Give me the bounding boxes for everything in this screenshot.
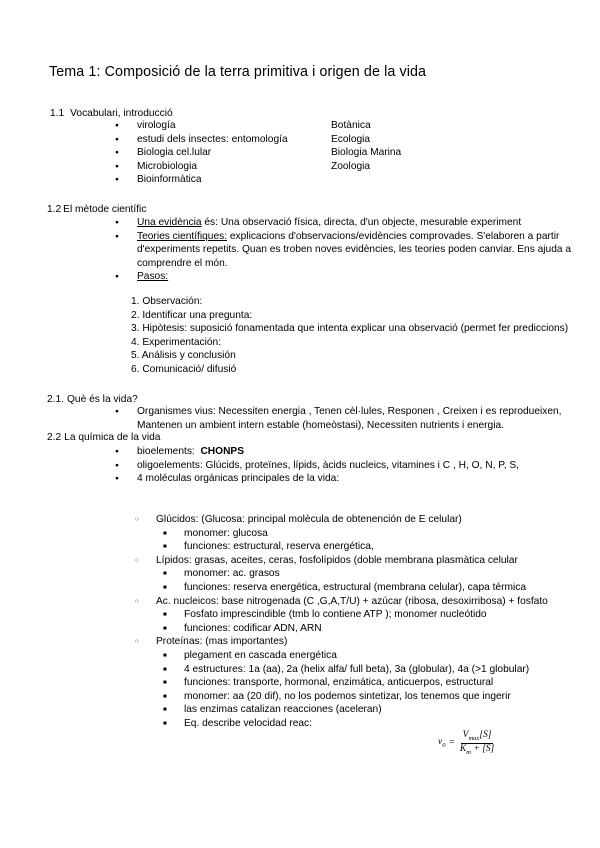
section-number-2-1: 2.1. bbox=[47, 394, 64, 405]
list-item bbox=[163, 703, 590, 717]
detail-label: las enzimas catalizan reacciones (aceleran) bbox=[184, 704, 382, 716]
list-item: 1. Observación: bbox=[131, 296, 203, 307]
list-item bbox=[135, 635, 590, 649]
section-number-2-2: 2.2 bbox=[47, 432, 62, 443]
disc-bullet-icon bbox=[115, 459, 128, 474]
list-item bbox=[115, 133, 330, 147]
list-item: Biologia Marina bbox=[331, 147, 402, 159]
list-item: 2. Identificar una pregunta: bbox=[131, 309, 253, 321]
detail-label: monomer: aa (20 dif), no los podemos sintetizar, los tenemos que ingerir bbox=[184, 690, 511, 702]
detail-label: 4 estructures: 1a (aa), 2a (helix alfa/ full beta), 3a (globular), 4a (>1 globular) bbox=[184, 663, 530, 675]
disc-bullet-icon bbox=[115, 472, 128, 487]
list-item-label bbox=[115, 445, 585, 459]
vmax-subscript: max bbox=[468, 734, 480, 742]
scientific-method-list bbox=[115, 216, 581, 284]
list-item bbox=[115, 230, 581, 271]
list-item-label: oligoelements: Glúcids, proteïnes, lípids, àcids nucleics, vitamines i C , H, O, N, P, S, bbox=[137, 459, 519, 471]
list-item bbox=[115, 405, 577, 432]
equation-lhs-var: v bbox=[438, 737, 443, 748]
section-heading-2-1 bbox=[47, 394, 138, 405]
vocabulary-right-list bbox=[331, 119, 511, 173]
list-item-label: Organismes vius: Necessiten energia , Tenen cèl·lules, Responen , Creixen i es reprodueixen, Mantenen un ambient intern estable (homeòstasi), Necessiten nutrients i energia. bbox=[137, 406, 562, 431]
section-title-1-1: Vocabulari, introducció bbox=[70, 108, 173, 119]
list-item bbox=[115, 459, 585, 473]
section-title-2-2: La química de la vida bbox=[64, 432, 161, 443]
substrate-bracket: [S] bbox=[479, 730, 492, 740]
list-item bbox=[163, 527, 590, 541]
molecule-details bbox=[163, 649, 590, 731]
molecule-details bbox=[163, 608, 590, 635]
square-bullet-icon bbox=[163, 581, 176, 596]
detail-label: funciones: codificar ADN, ARN bbox=[184, 622, 322, 634]
disc-bullet-icon bbox=[115, 160, 128, 175]
evidence-definition: és: Una observació física, directa, d'un objecte, mesurable experiment bbox=[201, 217, 522, 228]
equation-fraction bbox=[458, 730, 496, 757]
disc-bullet-icon bbox=[115, 445, 128, 460]
scientific-method-steps bbox=[131, 295, 591, 377]
list-item-label bbox=[115, 216, 581, 230]
km-var: K bbox=[459, 744, 467, 755]
square-bullet-icon bbox=[163, 567, 176, 582]
list-item: 5. Análisis y conclusión bbox=[131, 350, 236, 362]
molecule-group-lipidos bbox=[135, 554, 590, 595]
list-item: 4. Experimentación: bbox=[131, 336, 222, 348]
list-item bbox=[115, 270, 581, 284]
equation-numerator bbox=[461, 730, 494, 744]
list-item-label: virología bbox=[137, 120, 176, 131]
molecule-group-acidos-nucleicos bbox=[135, 595, 590, 636]
molecule-group-glucidos bbox=[135, 513, 590, 554]
list-item: Botànica bbox=[331, 120, 371, 131]
circle-bullet-icon bbox=[135, 513, 148, 528]
section-title-2-1: Què és la vida? bbox=[67, 394, 138, 405]
square-bullet-icon bbox=[163, 608, 176, 623]
list-item bbox=[163, 581, 590, 595]
molecule-name: Ac. nucleicos: base nitrogenada (C ,G,A,T/U) + azúcar (ribosa, desoxirribosa) + fosfato bbox=[156, 595, 548, 607]
square-bullet-icon bbox=[163, 703, 176, 718]
list-item bbox=[135, 513, 590, 527]
theories-term: Teories científiques: bbox=[137, 230, 228, 242]
equation-operator: = bbox=[448, 738, 455, 749]
section-number-1-1: 1.1 bbox=[50, 108, 65, 119]
list-item-label: Microbiologia bbox=[137, 160, 198, 172]
detail-label: funciones: estructural, reserva energética, bbox=[184, 541, 374, 553]
list-item: 3. Hipòtesis: suposició fonamentada que intenta explicar una observació (permet fer prediccions) bbox=[131, 323, 569, 335]
list-item-label bbox=[115, 230, 581, 271]
section-heading-2-2 bbox=[47, 432, 160, 443]
detail-label: Fosfato imprescindible (tmb lo contiene ATP ); monomer nucleótido bbox=[184, 609, 487, 621]
list-item bbox=[163, 622, 590, 636]
equation-denominator bbox=[458, 744, 496, 757]
michaelis-menten-equation bbox=[438, 730, 496, 757]
bioelements-value: CHONPS bbox=[200, 446, 245, 457]
section-heading-1-1 bbox=[50, 108, 173, 119]
list-item bbox=[115, 445, 585, 459]
list-item bbox=[163, 540, 590, 554]
list-item bbox=[115, 216, 581, 230]
molecule-group-proteinas bbox=[135, 635, 590, 730]
page-title: Tema 1: Composició de la terra primitiva i origen de la vida bbox=[49, 64, 427, 80]
square-bullet-icon bbox=[163, 690, 176, 705]
life-definition-list bbox=[115, 405, 577, 432]
list-item: 6. Comunicació/ difusió bbox=[131, 363, 237, 375]
denominator-rest: + [S] bbox=[473, 744, 495, 755]
circle-bullet-icon bbox=[135, 635, 148, 650]
square-bullet-icon bbox=[163, 622, 176, 637]
list-item bbox=[163, 608, 590, 622]
list-item bbox=[135, 554, 590, 568]
disc-bullet-icon bbox=[115, 133, 128, 148]
square-bullet-icon bbox=[163, 717, 176, 732]
detail-label: monomer: glucosa bbox=[184, 527, 268, 539]
list-item bbox=[163, 676, 590, 690]
list-item-label: Biologia cel.lular bbox=[137, 147, 212, 159]
disc-bullet-icon bbox=[115, 230, 128, 245]
bioelements-label: bioelements: bbox=[137, 446, 195, 457]
list-item bbox=[115, 146, 330, 160]
detail-label: monomer: ac. grasos bbox=[184, 568, 280, 580]
molecule-name: Lípidos: grasas, aceites, ceras, fosfolípidos (doble membrana plasmàtica celular bbox=[156, 554, 518, 566]
disc-bullet-icon bbox=[115, 405, 128, 420]
square-bullet-icon bbox=[163, 649, 176, 664]
list-item-label: Bioinformàtica bbox=[137, 174, 202, 186]
disc-bullet-icon bbox=[115, 216, 128, 231]
chemistry-of-life-list bbox=[115, 445, 585, 486]
detail-label: funciones: transporte, hormonal, enzimática, anticuerpos, estructural bbox=[184, 677, 494, 689]
detail-label: Eq. describe velocidad reac: bbox=[184, 717, 312, 729]
molecule-name: Glúcidos: (Glucosa: principal molècula de obtenención de E celular) bbox=[156, 514, 462, 525]
list-item: Zoologia bbox=[331, 160, 371, 172]
vocabulary-left-list bbox=[115, 119, 330, 187]
organic-molecules-list bbox=[135, 513, 590, 731]
list-item: Ecologia bbox=[331, 133, 371, 145]
list-item bbox=[115, 160, 330, 174]
list-item bbox=[163, 663, 590, 677]
list-item bbox=[135, 595, 590, 609]
evidence-term: Una evidència bbox=[137, 217, 202, 228]
equation-lhs bbox=[438, 737, 445, 749]
list-item-label: estudi dels insectes: entomología bbox=[137, 133, 288, 145]
steps-label: Pasos: bbox=[137, 271, 169, 283]
disc-bullet-icon bbox=[115, 119, 128, 134]
molecule-details bbox=[163, 567, 590, 594]
square-bullet-icon bbox=[163, 663, 176, 678]
list-item bbox=[115, 119, 330, 133]
list-item bbox=[163, 649, 590, 663]
detail-label: plegament en cascada energética bbox=[184, 649, 337, 661]
section-heading-1-2 bbox=[47, 204, 146, 215]
disc-bullet-icon bbox=[115, 146, 128, 161]
km-subscript: m bbox=[466, 749, 471, 757]
detail-label: funciones: reserva energética, estructural (membrana celular), capa térmica bbox=[184, 581, 526, 593]
equation-lhs-subscript: 0 bbox=[442, 742, 446, 750]
section-number-1-2: 1.2 bbox=[47, 204, 62, 215]
section-title-1-2: El mètode científic bbox=[63, 204, 147, 215]
circle-bullet-icon bbox=[135, 554, 148, 569]
square-bullet-icon bbox=[163, 676, 176, 691]
list-item bbox=[115, 173, 330, 187]
list-item bbox=[115, 472, 585, 486]
list-item bbox=[163, 567, 590, 581]
square-bullet-icon bbox=[163, 527, 176, 542]
vmax-var: V bbox=[462, 730, 469, 740]
circle-bullet-icon bbox=[135, 595, 148, 610]
molecule-details bbox=[163, 527, 590, 554]
square-bullet-icon bbox=[163, 540, 176, 555]
list-item-label: 4 moléculas orgánicas principales de la vida: bbox=[137, 473, 340, 485]
list-item bbox=[163, 690, 590, 704]
disc-bullet-icon bbox=[115, 173, 128, 188]
molecule-name: Proteínas: (mas importantes) bbox=[156, 636, 288, 648]
list-item bbox=[163, 717, 590, 731]
theories-definition: explicacions d'observacions/evidències comprovades. S'elaboren a partir d'experiments repetits. Quan es troben noves evidències, les teories poden canviar. Ens ajuda a comprendre el món. bbox=[137, 230, 572, 269]
disc-bullet-icon bbox=[115, 270, 128, 285]
